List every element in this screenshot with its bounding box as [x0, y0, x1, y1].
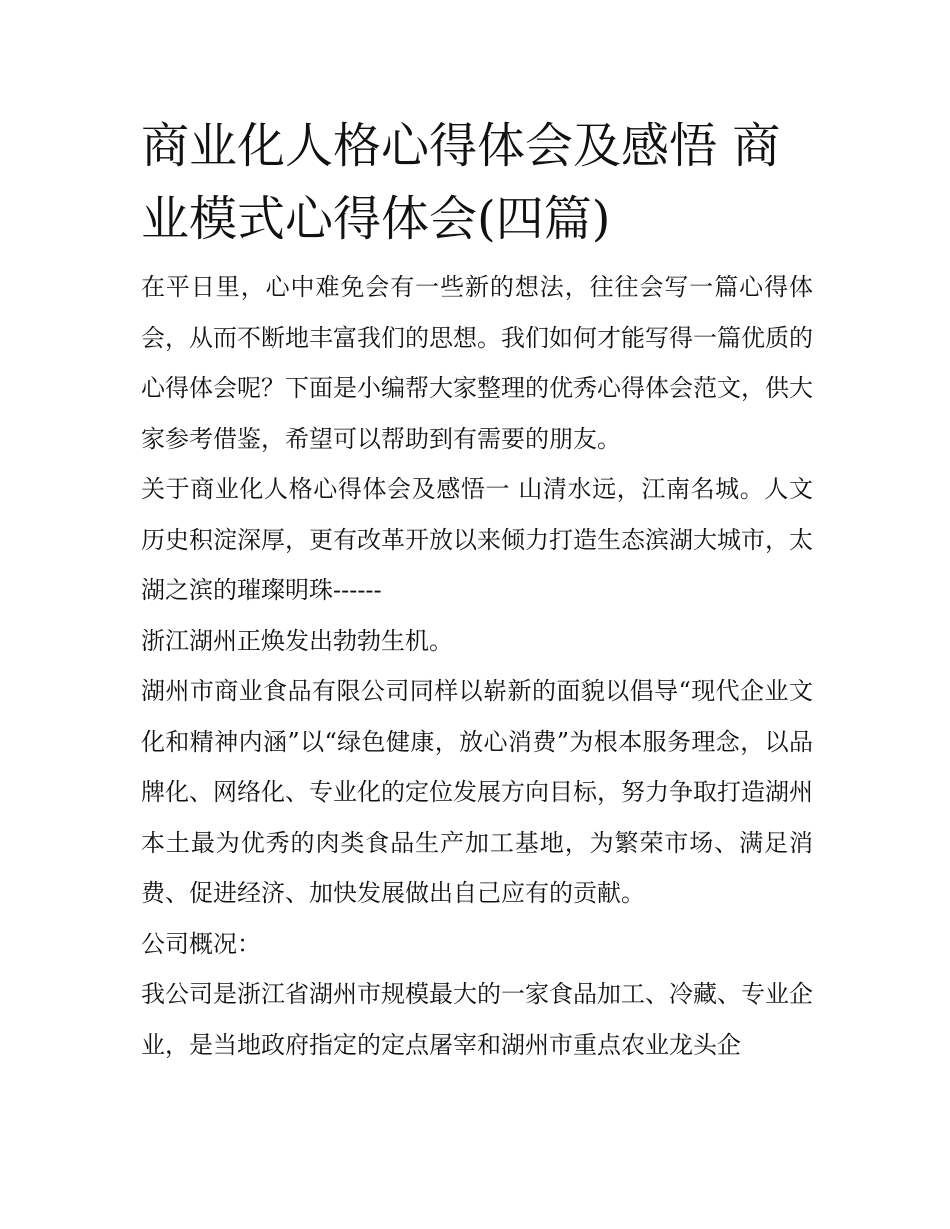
paragraph-company-overview-heading: 公司概况： — [141, 929, 261, 958]
paragraph-company-mission: 湖州市商业食品有限公司同样以崭新的面貌以倡导“现代企业文化和精神内涵”以“绿色健康，放心消费”为根本服务理念，以品牌化、网络化、专业化的定位发展方向目标，努力争取打造湖州本土最为优秀的肉类食品生产加工基地，为繁荣市场、满足消费、促进经济、加快发展做出自己应有的贡献。 — [141, 677, 813, 907]
paragraph-huzhou: 浙江湖州正焕发出勃勃生机。 — [141, 626, 453, 655]
paragraph-company-overview: 我公司是浙江省湖州市规模最大的一家食品加工、冷藏、专业企业，是当地政府指定的定点屠宰和湖州市重点农业龙头企 — [141, 980, 813, 1059]
document-title: 商业化人格心得体会及感悟 商业模式心得体会(四篇) — [141, 118, 781, 247]
document-page — [141, 110, 813, 1070]
paragraph-section-one: 关于商业化人格心得体会及感悟一 山清水远，江南名城。人文历史积淀深厚，更有改革开放以来倾力打造生态滨湖大城市，太湖之滨的璀璨明珠------ — [141, 475, 813, 604]
paragraph-intro: 在平日里，心中难免会有一些新的想法，往往会写一篇心得体会，从而不断地丰富我们的思想。我们如何才能写得一篇优质的心得体会呢？下面是小编帮大家整理的优秀心得体会范文，供大家参考借鉴，希望可以帮助到有需要的朋友。 — [141, 273, 813, 453]
